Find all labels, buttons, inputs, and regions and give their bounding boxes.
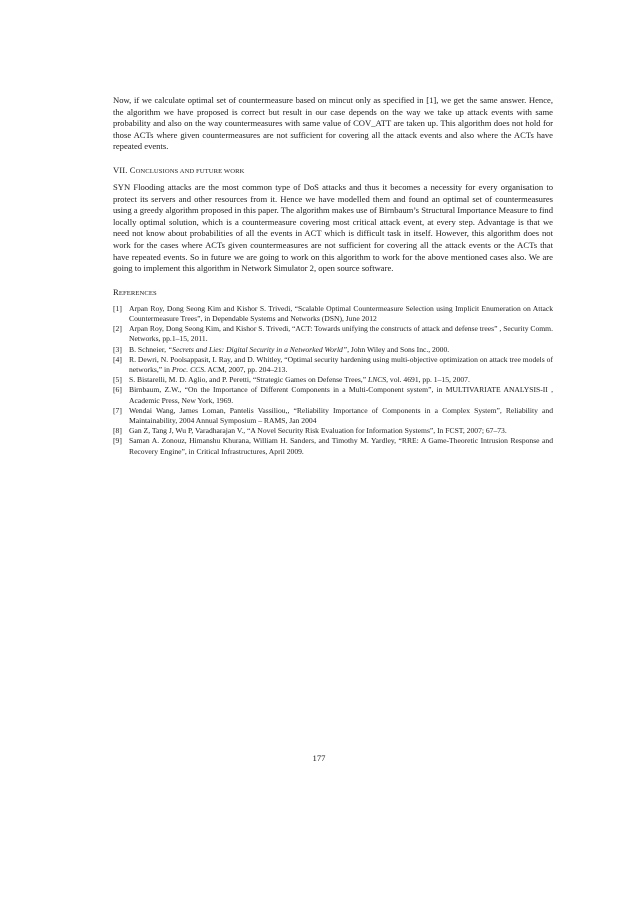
reference-list [113, 304, 553, 457]
reference-number: [3] [113, 344, 122, 354]
reference-item [113, 375, 553, 385]
reference-number: [8] [113, 426, 122, 436]
conclusions-paragraph: SYN Flooding attacks are the most common type of DoS attacks and thus it becomes a necessity for every organisation to protect its servers and other resources from it. Hence we have modelled them and found an optimal set of countermeasures using a greedy algorithm proposed in this paper. The algorithm makes use of Birnbaum’s Structural Importance Measure to find locally optimal solution, which is a countermeasure covering most critical attack event, at every step. Advantage is that we need not know about probabilities of all the events in ACT which is difficult task in itself. However, this algorithm does not work for the cases where ACTs given countermeasures are not sufficient for covering all the attack events or the ACTs that have repeated events. So in future we are going to work on this algorithm to work for the above mentioned cases also. We are going to implement this algorithm in Network Simulator 2, open source software. [113, 181, 553, 274]
reference-text: Wendai Wang, James Loman, Pantelis Vassiliou,, “Reliability Importance of Components in a Complex System”, Reliability and Maintainability, 2004 Annual Symposium – RAMS, Jan 2004 [129, 405, 553, 425]
section-heading-conclusions [113, 165, 553, 177]
reference-number: [5] [113, 375, 122, 385]
reference-item [113, 436, 553, 456]
reference-item [113, 406, 553, 426]
reference-number: [2] [113, 324, 122, 334]
intro-paragraph: Now, if we calculate optimal set of countermeasure based on mincut only as specified in [1], we get the same answer. Hence, the algorithm we have proposed is correct but result in our case depends on the way we take up attack events with same probability and also on the way countermeasures with same value of COV_ATT are taken up. This algorithm does not hold for those ACTs where given countermeasures are not sufficient for covering all the attack events and also where the ACTs have repeated events. [113, 95, 553, 152]
reference-text: Birnbaum, Z.W., “On the Importance of Different Components in a Multi-Component system”, in MULTIVARIATE ANALYSIS-II , Academic Press, New York, 1969. [129, 385, 553, 405]
reference-text-tail: , John Wiley and Sons Inc., 2000. [347, 344, 450, 354]
reference-text-tail: . ACM, 2007, pp. 204–213. [204, 364, 288, 374]
reference-text: Arpan Roy, Dong Seong Kim, and Kishor S. Trivedi, “ACT: Towards unifying the constructs of attack and defense trees” , Security Comm. Networks, pp.1–15, 2011. [129, 324, 553, 344]
references-heading [113, 287, 553, 299]
reference-item [113, 426, 553, 436]
reference-text-tail: , vol. 4691, pp. 1–15, 2007. [386, 375, 470, 385]
reference-italic-title: “Secrets and Lies: Digital Security in a Networked World” [167, 344, 348, 354]
reference-text: S. Bistarelli, M. D. Aglio, and P. Peretti, “Strategic Games on Defense Trees,” [129, 375, 368, 385]
reference-item [113, 324, 553, 344]
reference-number: [1] [113, 303, 122, 313]
reference-text: R. Dewri, N. Poolsappasit, I. Ray, and D. Whitley, “Optimal security hardening using multi-objective optimization on attack tree models of networks,” in [129, 354, 553, 374]
reference-number: [4] [113, 354, 122, 364]
section-heading-prefix: VII. C [113, 164, 136, 175]
reference-italic-title: LNCS [367, 375, 387, 385]
reference-text: Arpan Roy, Dong Seong Kim and Kishor S. Trivedi, “Scalable Optimal Countermeasure Selection using Implicit Enumeration on Attack Countermeasure Trees”, in Dependable Systems and Networks (DSN), June 2012 [129, 303, 553, 323]
reference-text: B. Schneier, [129, 344, 168, 354]
reference-number: [6] [113, 385, 122, 395]
reference-text: Gan Z, Tang J, Wu P, Varadharajan V., “A Novel Security Risk Evaluation for Information Systems”, In FCST, 2007; 67–73. [129, 426, 507, 436]
references-heading-smallcaps: EFERENCES [118, 289, 157, 297]
reference-italic-title: Proc. CCS [171, 364, 205, 374]
reference-number: [9] [113, 436, 122, 446]
references-heading-first: R [113, 286, 119, 297]
reference-text: Saman A. Zonouz, Himanshu Khurana, William H. Sanders, and Timothy M. Yardley, “RRE: A Game-Theoretic Intrusion Response and Recovery Engine”, in Critical Infrastructures, April 2009. [129, 436, 553, 456]
reference-number: [7] [113, 405, 122, 415]
reference-item [113, 345, 553, 355]
reference-item [113, 355, 553, 375]
section-heading-smallcaps: ONCLUSIONS AND FUTURE WORK [135, 167, 245, 175]
page-body [113, 95, 553, 457]
reference-item [113, 304, 553, 324]
page-number: 177 [312, 753, 326, 763]
reference-item [113, 385, 553, 405]
